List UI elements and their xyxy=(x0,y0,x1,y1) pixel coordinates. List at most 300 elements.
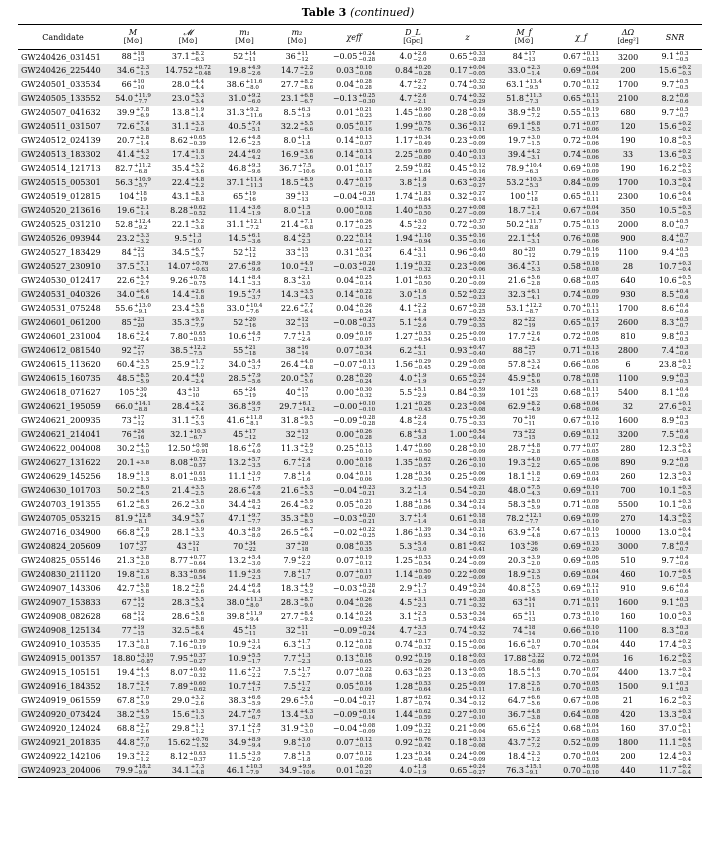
cell-uncertainty xyxy=(247,149,260,161)
cell-value: 73 xyxy=(512,430,523,439)
upper-error: +7.8 xyxy=(135,526,150,533)
cell-value: 11.6 xyxy=(228,668,247,677)
cell-value: 1.19 xyxy=(395,262,413,271)
lower-error: −0.45 xyxy=(413,364,431,371)
cell-value: 2600 xyxy=(617,318,639,328)
cell-m1 xyxy=(218,708,271,722)
cell-M xyxy=(108,344,158,358)
cell-uncertainty xyxy=(582,205,599,217)
cell-Mf xyxy=(494,526,554,540)
cell-value: 46.1 xyxy=(226,765,245,775)
cell-dOmega xyxy=(608,428,648,442)
upper-error: +8.0 xyxy=(299,512,314,519)
upper-error: +0.09 xyxy=(468,554,486,561)
header-z xyxy=(441,25,494,50)
upper-error: +0.37 xyxy=(188,652,206,659)
cell-m2 xyxy=(271,106,323,120)
lower-error: −0.11 xyxy=(581,378,599,385)
lower-error: −9.6 xyxy=(247,266,261,273)
lower-error: −0.6 xyxy=(675,462,689,469)
cell-value: 13.8 xyxy=(171,108,190,117)
upper-error: +0.08 xyxy=(468,204,486,211)
cell-M xyxy=(108,260,158,274)
cell-value: 0.70 xyxy=(563,640,581,649)
lower-error: −0.6 xyxy=(675,308,689,315)
cell-uncertainty xyxy=(358,485,375,497)
lower-error: −1.2 xyxy=(135,756,150,763)
upper-error: +3.2 xyxy=(190,694,205,701)
upper-error: +6.8 xyxy=(247,582,261,589)
lower-error: −9.4 xyxy=(245,616,259,623)
cell-uncertainty xyxy=(136,275,149,287)
cell-snr xyxy=(648,232,702,246)
header-M-label: M xyxy=(128,28,138,37)
cell-chif xyxy=(554,708,608,722)
header-Mc xyxy=(158,25,218,50)
upper-error: +1.5 xyxy=(297,330,311,337)
lower-error: −5.6 xyxy=(526,378,541,385)
cell-chieff xyxy=(323,414,385,428)
lower-error: −1.3 xyxy=(190,154,205,161)
cell-chieff xyxy=(323,232,385,246)
upper-error: +28 xyxy=(526,386,538,393)
cell-uncertainty xyxy=(527,485,540,497)
lower-error: −9.4 xyxy=(247,742,261,749)
cell-DL xyxy=(385,288,441,302)
cell-chif xyxy=(554,372,608,386)
lower-error: −3.6 xyxy=(190,518,205,525)
cell-chif xyxy=(554,526,608,540)
upper-error: +0.3 xyxy=(675,680,689,687)
cell-value: 1.47 xyxy=(395,444,413,453)
upper-error: +4.2 xyxy=(247,680,261,687)
lower-error: −12 xyxy=(244,252,256,259)
upper-error: +2.6 xyxy=(526,330,541,337)
cell-uncertainty xyxy=(136,121,149,133)
cell-snr xyxy=(648,582,702,596)
cell-value: 9.2 xyxy=(661,458,675,467)
cell-value: 7.95 xyxy=(170,654,188,663)
cell-uncertainty xyxy=(300,359,313,371)
cell-candidate xyxy=(18,526,108,540)
cell-Mc xyxy=(158,330,218,344)
cell-m2 xyxy=(271,694,323,708)
upper-error: +1.9 xyxy=(190,106,205,113)
lower-error: −13 xyxy=(132,56,145,63)
cell-value: 36.7 xyxy=(279,164,297,173)
lower-error: −0.13 xyxy=(581,98,599,105)
cell-chieff xyxy=(323,330,385,344)
cell-value: 68 xyxy=(121,612,132,621)
cell-value: 38.2 xyxy=(116,710,135,719)
cell-snr xyxy=(648,260,702,274)
upper-error: +0.04 xyxy=(468,64,486,71)
cell-candidate xyxy=(18,414,108,428)
table-header xyxy=(18,25,702,50)
upper-error: +0.7 xyxy=(675,232,689,239)
cell-snr xyxy=(648,302,702,316)
lower-error: −0.24 xyxy=(468,616,486,623)
upper-error: +0.13 xyxy=(354,148,372,155)
lower-error: −0.7 xyxy=(675,546,689,553)
cell-value: 43 xyxy=(176,388,187,397)
cell-uncertainty xyxy=(358,625,375,637)
lower-error: −1.5 xyxy=(413,294,427,301)
cell-value: GW240910_103535 xyxy=(21,640,101,650)
cell-chif xyxy=(554,302,608,316)
cell-dOmega xyxy=(608,190,648,204)
cell-uncertainty xyxy=(136,359,149,371)
upper-error: +0.26 xyxy=(354,428,372,435)
lower-error: −0.28 xyxy=(358,420,376,427)
cell-snr xyxy=(648,176,702,190)
cell-Mc xyxy=(158,232,218,246)
cell-Mc xyxy=(158,190,218,204)
cell-candidate xyxy=(18,512,108,526)
upper-error: +0.32 xyxy=(413,260,431,267)
cell-Mf xyxy=(494,442,554,456)
cell-chieff xyxy=(323,652,385,666)
cell-Mf xyxy=(494,722,554,736)
cell-DL xyxy=(385,582,441,596)
cell-uncertainty xyxy=(191,359,204,371)
cell-uncertainty xyxy=(414,737,431,749)
upper-error: +0.3 xyxy=(675,414,689,421)
lower-error: −0.54 xyxy=(188,574,206,581)
cell-m2 xyxy=(271,92,323,106)
cell-candidate xyxy=(18,372,108,386)
cell-uncertainty xyxy=(300,93,313,105)
lower-error: −0.10 xyxy=(581,770,599,777)
cell-value: 0.72 xyxy=(563,654,581,663)
cell-chieff xyxy=(323,442,385,456)
cell-Mf xyxy=(494,50,554,64)
lower-error: −4.9 xyxy=(526,406,541,413)
cell-value: 200 xyxy=(620,66,636,76)
cell-value: 18.5 xyxy=(280,178,299,187)
upper-error: +24 xyxy=(132,428,145,435)
cell-uncertainty xyxy=(527,149,540,161)
cell-value: 0.69 xyxy=(563,542,581,551)
upper-error: +0.23 xyxy=(468,498,486,505)
cell-dOmega xyxy=(608,176,648,190)
lower-error: −2.9 xyxy=(299,70,314,77)
cell-uncertainty xyxy=(468,541,485,553)
upper-error: +0.34 xyxy=(468,610,486,617)
lower-error: −0.50 xyxy=(413,476,431,483)
cell-z xyxy=(441,134,494,148)
lower-error: −0.14 xyxy=(358,714,376,721)
upper-error: +0.07 xyxy=(581,442,599,449)
cell-M xyxy=(108,92,158,106)
upper-error: +0.17 xyxy=(413,638,431,645)
cell-m2 xyxy=(271,162,323,176)
cell-uncertainty xyxy=(582,443,599,455)
cell-value: 21.6 xyxy=(280,486,299,495)
lower-error: −3.1 xyxy=(413,252,427,259)
cell-z xyxy=(441,638,494,652)
cell-snr xyxy=(648,358,702,372)
cell-uncertainty xyxy=(413,373,426,385)
cell-dOmega xyxy=(608,218,648,232)
cell-value: 0.00 xyxy=(336,206,354,215)
upper-error: +2.6 xyxy=(190,288,205,295)
cell-Mf xyxy=(494,414,554,428)
cell-value: 39.8 xyxy=(226,612,245,621)
cell-DL xyxy=(385,414,441,428)
cell-M xyxy=(108,680,158,694)
lower-error: −9.5 xyxy=(524,84,539,91)
upper-error: +0.34 xyxy=(354,344,372,351)
cell-value: 280 xyxy=(620,444,636,454)
cell-chif xyxy=(554,442,608,456)
cell-uncertainty xyxy=(582,541,599,553)
cell-uncertainty xyxy=(582,135,599,147)
cell-value: 0.84 xyxy=(395,66,413,75)
cell-snr xyxy=(648,400,702,414)
header-snr-label: SNR xyxy=(665,32,685,42)
lower-error: −0.50 xyxy=(413,210,431,217)
cell-value: 28.7 xyxy=(507,444,526,453)
lower-error: −1.5 xyxy=(526,574,541,581)
cell-uncertainty xyxy=(355,205,372,217)
upper-error: +2.8 xyxy=(135,134,150,141)
upper-error: +11.3 xyxy=(524,92,542,99)
lower-error: −0.05 xyxy=(581,686,599,693)
cell-value: 35.3 xyxy=(171,318,190,327)
cell-Mf xyxy=(494,750,554,764)
cell-DL xyxy=(385,736,441,750)
cell-DL xyxy=(385,470,441,484)
lower-error: −3.0 xyxy=(190,504,205,511)
cell-DL xyxy=(385,330,441,344)
cell-uncertainty xyxy=(678,709,691,721)
cell-value: 8.33 xyxy=(170,570,188,579)
lower-error: −15 xyxy=(132,630,145,637)
upper-error: +0.04 xyxy=(581,652,599,659)
cell-uncertainty xyxy=(247,233,260,245)
cell-M xyxy=(108,386,158,400)
cell-Mc xyxy=(158,386,218,400)
cell-chif xyxy=(554,64,608,78)
lower-error: −3.8 xyxy=(190,308,205,315)
upper-error: +0.65 xyxy=(188,134,206,141)
cell-value: 80 xyxy=(512,248,523,257)
cell-uncertainty xyxy=(524,247,536,259)
lower-error: −3.8 xyxy=(526,714,541,721)
cell-uncertainty xyxy=(355,149,372,161)
cell-value: GW240920_073424 xyxy=(21,710,101,720)
cell-Mc xyxy=(158,218,218,232)
cell-uncertainty xyxy=(300,65,313,77)
cell-M xyxy=(108,358,158,372)
lower-error: −0.19 xyxy=(188,644,206,651)
cell-uncertainty xyxy=(675,415,688,427)
table-row xyxy=(18,386,702,400)
upper-error: +0.12 xyxy=(581,78,599,85)
upper-error: +0.60 xyxy=(188,680,206,687)
lower-error: −0.41 xyxy=(468,546,486,553)
cell-uncertainty xyxy=(678,513,691,525)
upper-error: +0.98 xyxy=(191,442,209,449)
lower-error: −0.91 xyxy=(191,448,209,455)
cell-uncertainty xyxy=(468,93,485,105)
cell-m1 xyxy=(218,176,271,190)
cell-uncertainty xyxy=(524,429,536,441)
cell-value: 350 xyxy=(620,206,636,216)
cell-uncertainty xyxy=(525,93,542,105)
upper-error: +9.6 xyxy=(247,400,261,407)
cell-value: 28.5 xyxy=(228,374,247,383)
cell-uncertainty xyxy=(136,709,149,721)
cell-value: 8.3 xyxy=(661,318,675,327)
cell-value: 0.54 xyxy=(449,486,468,495)
upper-error: +5.6 xyxy=(526,274,541,281)
cell-M xyxy=(108,526,158,540)
cell-value: 0.53 xyxy=(449,612,468,621)
cell-value: 36.7 xyxy=(507,710,526,719)
lower-error: −1.9 xyxy=(247,210,261,217)
cell-value: 65 xyxy=(233,192,244,201)
cell-value: 55 xyxy=(233,346,244,355)
cell-chieff xyxy=(323,568,385,582)
upper-error: +0.4 xyxy=(677,526,692,533)
cell-uncertainty xyxy=(468,275,485,287)
upper-error: +0.10 xyxy=(581,610,599,617)
cell-value: 0.07 xyxy=(336,752,354,761)
lower-error: −1.52 xyxy=(191,742,209,749)
cell-chieff xyxy=(323,218,385,232)
upper-error: +0.21 xyxy=(354,498,372,505)
cell-snr xyxy=(648,568,702,582)
cell-uncertainty xyxy=(414,275,431,287)
cell-uncertainty xyxy=(582,233,599,245)
cell-value: 45.9 xyxy=(507,374,526,383)
cell-Mf xyxy=(494,652,554,666)
cell-uncertainty xyxy=(247,681,260,693)
cell-Mf xyxy=(494,736,554,750)
upper-error: +2.4 xyxy=(526,722,541,729)
cell-uncertainty xyxy=(134,93,151,105)
cell-value: 34.0 xyxy=(228,360,247,369)
cell-uncertainty xyxy=(468,625,485,637)
upper-error: +0.04 xyxy=(581,204,599,211)
lower-error: −12 xyxy=(132,420,145,427)
cell-value: 40 xyxy=(285,388,296,397)
upper-error: +8.6 xyxy=(190,624,205,631)
upper-error: +0.3 xyxy=(677,666,692,673)
upper-error: +0.11 xyxy=(354,568,372,575)
cell-chif xyxy=(554,50,608,64)
cell-value: 39.9 xyxy=(116,108,135,117)
results-table xyxy=(18,24,702,778)
cell-DL xyxy=(385,442,441,456)
cell-value: 12.6 xyxy=(228,136,247,145)
cell-uncertainty xyxy=(300,709,313,721)
cell-uncertainty xyxy=(527,121,540,133)
cell-value: 6.4 xyxy=(399,248,413,257)
upper-error: +3.1 xyxy=(413,246,427,253)
cell-uncertainty xyxy=(189,429,206,441)
lower-error: −0.23 xyxy=(354,112,372,119)
upper-error: +0.10 xyxy=(581,526,599,533)
lower-error: −2.4 xyxy=(297,336,311,343)
cell-value: 32.3 xyxy=(507,290,526,299)
cell-m1 xyxy=(218,162,271,176)
cell-value: 27.6 xyxy=(658,402,677,411)
upper-error: +0.4 xyxy=(675,386,689,393)
cell-value: 21.4 xyxy=(280,220,299,229)
cell-uncertainty xyxy=(134,764,151,776)
cell-m1 xyxy=(218,624,271,638)
cell-value: 26.2 xyxy=(171,500,190,509)
cell-value: 1.28 xyxy=(395,682,413,691)
cell-value: 9.26 xyxy=(170,276,188,285)
cell-uncertainty xyxy=(134,219,151,231)
lower-error: −0.5 xyxy=(675,84,689,91)
cell-uncertainty xyxy=(525,764,542,776)
cell-uncertainty xyxy=(582,653,599,665)
cell-chieff xyxy=(323,274,385,288)
cell-Mf xyxy=(494,274,554,288)
cell-value: 680 xyxy=(620,108,636,118)
cell-Mc xyxy=(158,680,218,694)
upper-error: +8.4 xyxy=(247,274,261,281)
upper-error: +15 xyxy=(244,624,256,631)
cell-Mf xyxy=(494,484,554,498)
upper-error: +1.7 xyxy=(413,582,427,589)
cell-uncertainty xyxy=(191,764,204,776)
cell-M xyxy=(108,736,158,750)
lower-error: −0.12 xyxy=(354,560,372,567)
lower-error: −13 xyxy=(296,322,309,329)
lower-error: −0.13 xyxy=(354,742,372,749)
cell-uncertainty xyxy=(300,149,313,161)
upper-error: +12.1 xyxy=(524,512,542,519)
lower-error: −0.32 xyxy=(468,602,486,609)
lower-error: −7.2 xyxy=(526,112,541,119)
cell-uncertainty xyxy=(358,695,375,707)
upper-error: +0.16 xyxy=(354,652,372,659)
cell-snr xyxy=(648,120,702,134)
cell-DL xyxy=(385,666,441,680)
lower-error: −13 xyxy=(132,252,145,259)
cell-uncertainty xyxy=(135,387,147,399)
cell-chif xyxy=(554,176,608,190)
cell-value: 77 xyxy=(121,626,132,635)
cell-value: GW240501_033534 xyxy=(21,80,101,90)
upper-error: +0.53 xyxy=(413,330,431,337)
cell-chif xyxy=(554,358,608,372)
cell-M xyxy=(108,568,158,582)
cell-snr xyxy=(648,190,702,204)
header-chif-label: χ_f xyxy=(575,32,587,42)
cell-uncertainty xyxy=(413,583,426,595)
lower-error: −3.7 xyxy=(247,364,261,371)
cell-m1 xyxy=(218,400,271,414)
lower-error: −0.32 xyxy=(413,266,431,273)
cell-uncertainty xyxy=(247,499,260,511)
cell-value: 18.4 xyxy=(507,752,526,761)
cell-value: 21.6 xyxy=(507,276,526,285)
upper-error: +0.4 xyxy=(677,568,692,575)
lower-error: −0.57 xyxy=(188,462,206,469)
cell-value: 19.6 xyxy=(116,206,135,215)
cell-m2 xyxy=(271,64,323,78)
cell-chieff xyxy=(323,750,385,764)
cell-snr xyxy=(648,274,702,288)
cell-snr xyxy=(648,50,702,64)
